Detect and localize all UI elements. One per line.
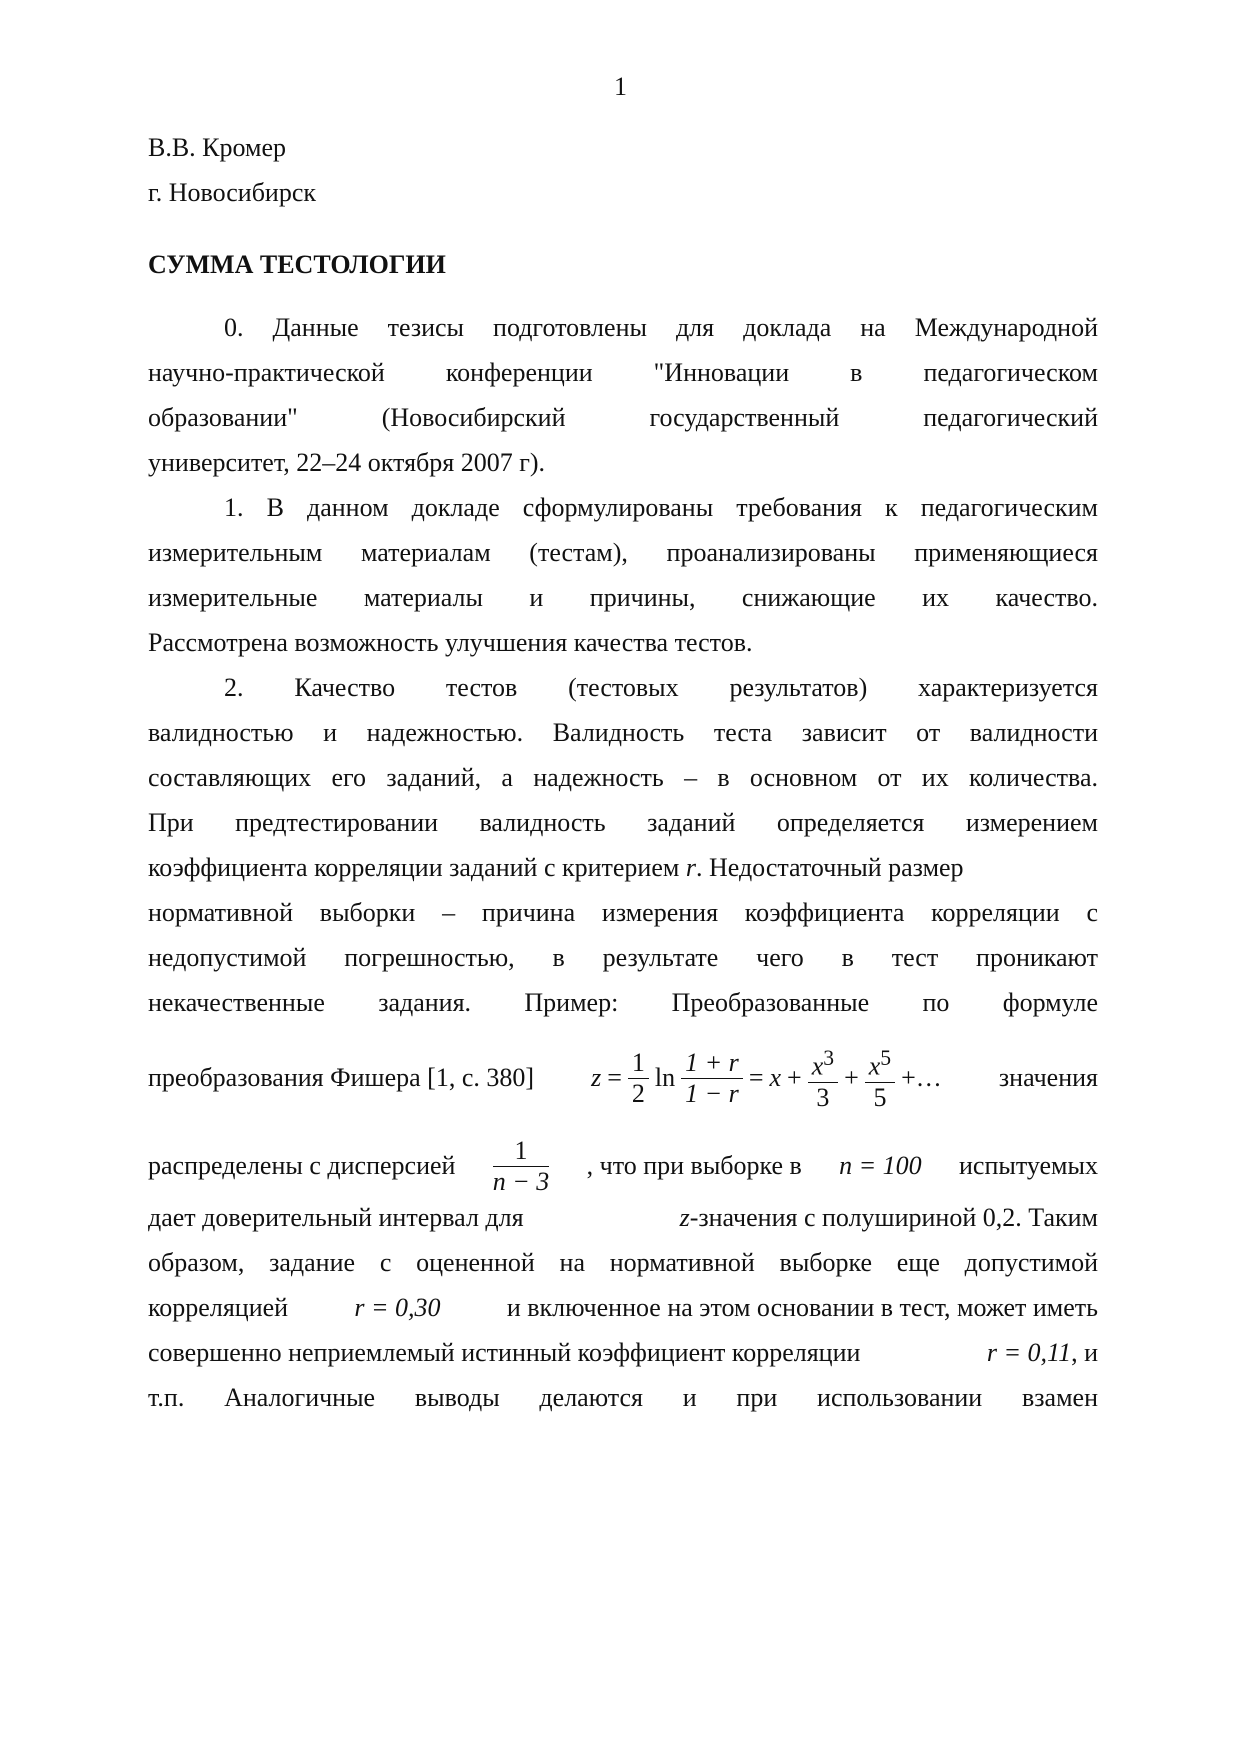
formula-z: z	[591, 1063, 602, 1092]
p2-line-5-rest: . Недостаточный размер	[695, 853, 964, 882]
variance-frac: $\frac{1}{n - 3}$	[492, 1135, 550, 1196]
p2-line-6: нормативной выборки – причина измерения коэффициента корреляции с	[148, 898, 1098, 927]
formula-eq: =	[607, 1063, 622, 1092]
document-title: СУММА ТЕСТОЛОГИИ	[148, 250, 446, 279]
obraz-line: образом, задание с оцененной на нормативной выборке еще допустимой	[148, 1248, 1098, 1277]
variance-mid: , что при выборке в	[586, 1151, 802, 1180]
variance-before: распределены с дисперсией	[148, 1151, 456, 1180]
p2-line-8: некачественные задания. Пример: Преобразованные по формуле	[148, 988, 1098, 1017]
variance-after: испытуемых	[959, 1151, 1098, 1180]
z-symbol: z	[679, 1203, 690, 1232]
p1-line-2: измерительным материалам (тестам), проанализированы применяющиеся	[148, 538, 1098, 567]
p0-line-2: научно-практической конференции "Инновации в педагогическом	[148, 358, 1098, 387]
formula-x3: $\frac{x^3}{3}$	[808, 1043, 838, 1113]
corr-before: корреляцией	[148, 1293, 289, 1322]
p0-line-3: образовании" (Новосибирский государственный педагогический	[148, 403, 1098, 432]
true-line	[148, 1337, 1098, 1369]
r-symbol: r	[685, 853, 696, 882]
formula-plus-2: +	[844, 1063, 859, 1092]
fisher-text: преобразования Фишера [1, с. 380]	[148, 1063, 535, 1092]
formula-ln-frac: $\frac{1 + r}{1 - r}$	[681, 1048, 743, 1109]
p0-line-1: 0. Данные тезисы подготовлены для доклада на Международной	[224, 313, 1098, 342]
formula-plus-1: +	[787, 1063, 802, 1092]
r-030: r = 0,30	[354, 1293, 441, 1322]
true-before: совершенно неприемлемый истинный коэффициент корреляции	[148, 1338, 861, 1367]
interval-line	[148, 1202, 1098, 1234]
p1-line-1: 1. В данном докладе сформулированы требования к педагогическим	[224, 493, 1098, 522]
author: В.В. Кромер	[148, 133, 287, 162]
city: г. Новосибирск	[148, 178, 317, 207]
p2-line-4: При предтестировании валидность заданий определяется измерением	[148, 808, 1098, 837]
p2-line-5	[148, 852, 1098, 884]
p2-line-2: валидностью и надежностью. Валидность теста зависит от валидности	[148, 718, 1098, 747]
p1-line-3: измерительные материалы и причины, снижающие их качество.	[148, 583, 1098, 612]
formula-x: x	[769, 1063, 782, 1092]
p0-line-4: университет, 22–24 октября 2007 г).	[148, 448, 546, 477]
formula-ln: ln	[654, 1063, 676, 1092]
r-011: r = 0,11	[986, 1338, 1072, 1367]
page-number: 1	[614, 72, 627, 101]
p2-line-5-text: коэффициента корреляции заданий с критерием	[148, 853, 680, 882]
fisher-line	[148, 1040, 1098, 1116]
p2-line-1: 2. Качество тестов (тестовых результатов) характеризуется	[224, 673, 1098, 702]
corr-line	[148, 1292, 1098, 1324]
fisher-formula	[591, 1043, 942, 1113]
formula-tail: +…	[901, 1063, 942, 1092]
formula-x5: $\frac{x^5}{5}$	[865, 1043, 895, 1113]
n-equals-100: n = 100	[839, 1151, 922, 1180]
p1-line-4: Рассмотрена возможность улучшения качества тестов.	[148, 628, 753, 657]
corr-after: и включенное на этом основании в тест, может иметь	[506, 1293, 1098, 1322]
formula-half: $\frac{1}{2}$	[628, 1048, 649, 1109]
p2-line-3: составляющих его заданий, а надежность – в основном от их количества.	[148, 763, 1098, 792]
p2-line-7: недопустимой погрешностью, в результате чего в тест проникают	[148, 943, 1098, 972]
fisher-tail: значения	[998, 1063, 1098, 1092]
variance-line	[148, 1128, 1098, 1204]
true-after: , и	[1071, 1338, 1098, 1367]
formula-eq-2: =	[748, 1063, 764, 1092]
interval-after: -значения с полушириной 0,2. Таким	[689, 1203, 1098, 1232]
interval-before: дает доверительный интервал для	[148, 1203, 524, 1232]
last-line: т.п. Аналогичные выводы делаются и при использовании взамен	[148, 1383, 1098, 1412]
